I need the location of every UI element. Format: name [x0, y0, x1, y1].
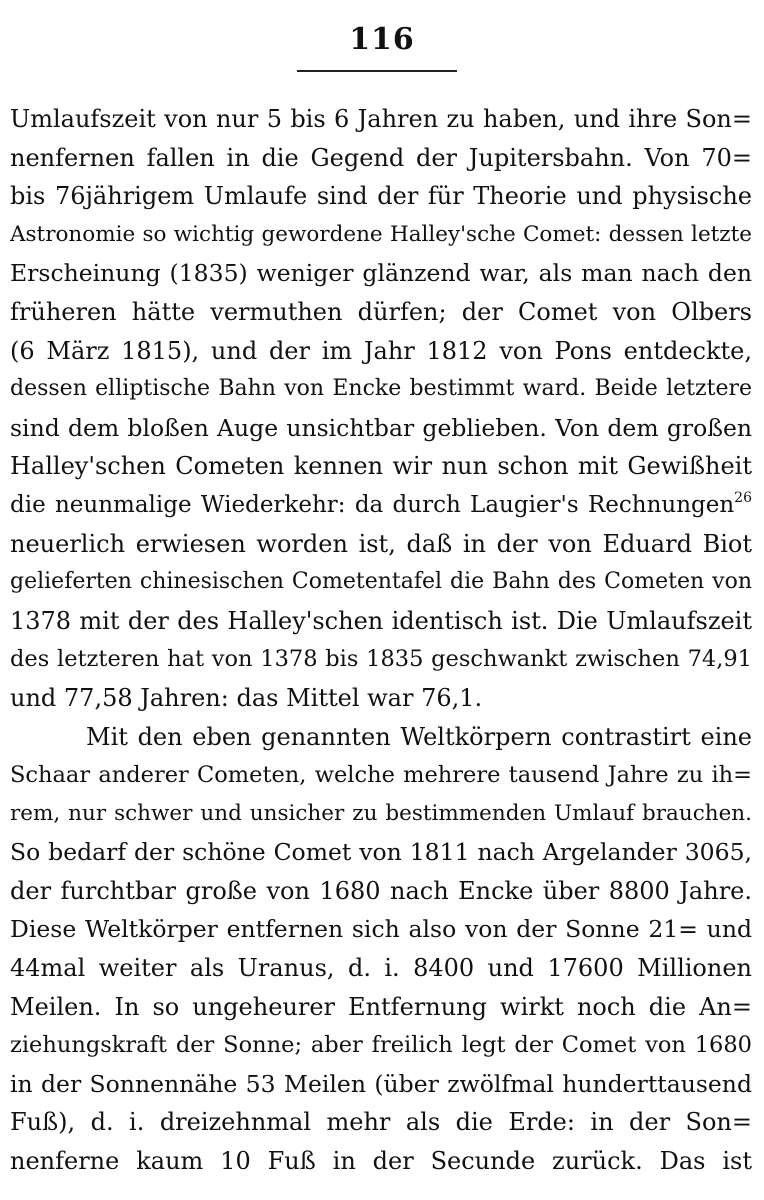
text-line: sind dem bloßen Auge unsichtbar geblieben. Von dem großen	[10, 413, 752, 442]
text-line: Meilen. In so ungeheurer Entfernung wirkt noch die An=	[10, 992, 752, 1021]
body-text	[10, 100, 752, 1181]
text-line: Diese Weltkörper entfernen sich also von der Sonne 21= und	[10, 915, 752, 944]
text-line: (6 März 1815), und der im Jahr 1812 von Pons entdeckte,	[10, 336, 752, 365]
text-line: 1378 mit der des Halley'schen identisch ist. Die Umlaufszeit	[10, 606, 752, 635]
text-line: früheren hätte vermuthen dürfen; der Comet von Olbers	[10, 297, 752, 326]
paragraph-start-line: Mit den eben genannten Weltkörpern contrastirt eine	[86, 722, 752, 751]
text-line: ziehungskraft der Sonne; aber freilich legt der Comet von 1680	[10, 1032, 752, 1059]
text-line: bis 76jährigem Umlaufe sind der für Theorie und physische	[10, 182, 752, 211]
text-line: So bedarf der schöne Comet von 1811 nach Argelander 3065,	[10, 838, 752, 867]
header-rule	[297, 70, 457, 72]
text-line: nenferne kaum 10 Fuß in der Secunde zurück. Das ist	[10, 1147, 752, 1176]
page-number: 116	[349, 22, 415, 57]
text-line: gelieferten chinesischen Cometentafel die Bahn des Cometen von	[10, 569, 752, 595]
text-line: Umlaufszeit von nur 5 bis 6 Jahren zu haben, und ihre Son=	[10, 105, 752, 133]
text-line-content: die neunmalige Wiederkehr: da durch Laugier's Rechnungen	[10, 491, 735, 518]
text-line: nenfernen fallen in die Gegend der Jupitersbahn. Von 70=	[10, 143, 752, 172]
text-line: dessen elliptische Bahn von Encke bestimmt ward. Beide letztere	[10, 376, 752, 402]
text-line: in der Sonnennähe 53 Meilen (über zwölfmal hunderttausend	[10, 1069, 752, 1098]
text-line: Astronomie so wichtig gewordene Halley'sche Comet: dessen letzte	[10, 221, 752, 247]
text-line: rem, nur schwer und unsicher zu bestimmenden Umlauf brauchen.	[10, 800, 752, 826]
text-line: Fuß), d. i. dreizehnmal mehr als die Erde: in der Son=	[10, 1108, 752, 1137]
text-line: der furchtbar große von 1680 nach Encke über 8800 Jahre.	[10, 876, 752, 905]
text-line: Halley'schen Cometen kennen wir nun schon mit Gewißheit	[10, 452, 752, 481]
text-line: Schaar anderer Cometen, welche mehrere tausend Jahre zu ih=	[10, 762, 752, 789]
text-line-with-footnote	[10, 486, 752, 525]
text-line: neuerlich erwiesen worden ist, daß in der von Eduard Biot	[10, 529, 752, 558]
text-line: Erscheinung (1835) weniger glänzend war, als man nach den	[10, 259, 752, 288]
text-line: des letzteren hat von 1378 bis 1835 geschwankt zwischen 74,91	[10, 646, 752, 673]
paragraph-end-line: und 77,58 Jahren: das Mittel war 76,1.	[10, 683, 483, 712]
text-line: 44mal weiter als Uranus, d. i. 8400 und 17600 Millionen	[10, 954, 752, 983]
footnote-reference: 26	[734, 489, 752, 506]
